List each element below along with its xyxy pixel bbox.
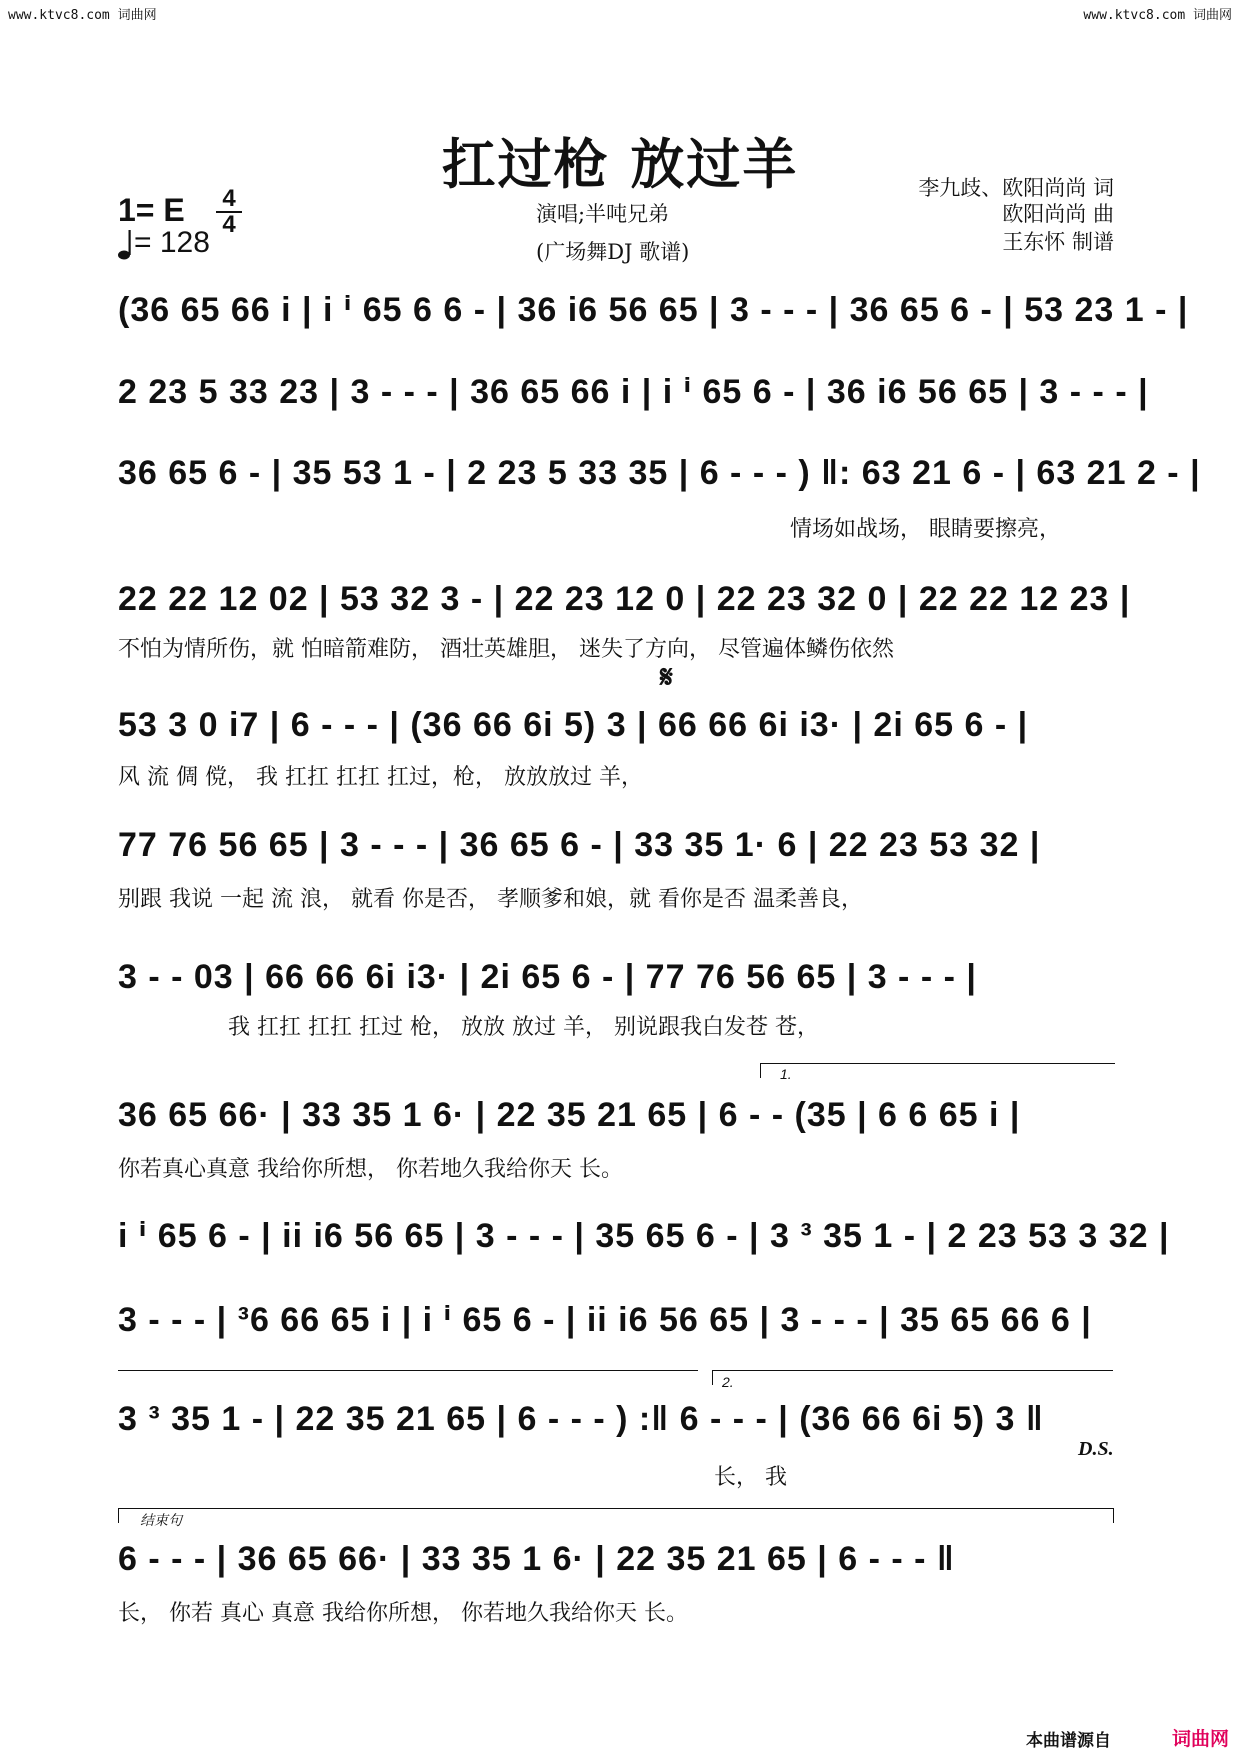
- volta-2-bracket: [712, 1370, 1113, 1385]
- segno-icon: 𝄋: [660, 660, 673, 695]
- score-row-9: i ⁱ 65 6 - | ii i6 56 65 | 3 - - - | 35 65 6 - | 3 ³ 35 1 - | 2 23 53 3 32 |: [118, 1217, 1170, 1255]
- tempo-marking: [118, 226, 210, 260]
- volta-1-bracket: [760, 1063, 1115, 1078]
- quarter-note-icon: [118, 228, 134, 260]
- score-row-12: 6 - - - | 36 65 66· | 33 35 1 6· | 22 35 21 65 | 6 - - - ‖: [118, 1540, 955, 1578]
- lyrics-row-5: 风 流 倜 傥， 我 扛扛 扛扛 扛过，枪， 放放放过 羊，: [118, 765, 643, 790]
- ds-marking: D.S.: [1078, 1438, 1114, 1460]
- lyrics-row-6: 别跟 我说 一起 流 浪， 就看 你是否， 孝顺爹和娘，就 看你是否 温柔善良，: [118, 887, 863, 912]
- arrangement-note: (广场舞DJ 歌谱): [536, 240, 690, 264]
- footer-logo: 词曲网: [1172, 1728, 1230, 1750]
- time-signature: [216, 185, 242, 238]
- ending-label: 结束句: [140, 1512, 182, 1528]
- score-row-6: 77 76 56 65 | 3 - - - | 36 65 6 - | 33 35 1· 6 | 22 23 53 32 |: [118, 826, 1041, 864]
- score-row-4: 22 22 12 02 | 53 32 3 - | 22 23 12 0 | 22 23 32 0 | 22 22 12 23 |: [118, 580, 1131, 618]
- ending-bracket: [118, 1508, 1114, 1523]
- footer-source: 本曲谱源自: [1026, 1731, 1111, 1751]
- lyricist-credit: 李九歧、欧阳尚尚 词: [918, 176, 1114, 200]
- time-signature-top: 4: [222, 185, 236, 212]
- arranger-credit: 王东怀 制谱: [1002, 230, 1114, 254]
- score-row-5: 53 3 0 i7 | 6 - - - | (36 66 6i 5) 3 | 66 66 6i i3· | 2i 65 6 - |: [118, 706, 1029, 744]
- site-watermark-left: www.ktvc8.com 词曲网: [8, 8, 157, 23]
- lyrics-row-3: 情场如战场， 眼睛要擦亮，: [790, 517, 1061, 542]
- score-row-10: 3 - - - | ³6 66 65 i | i ⁱ 65 6 - | ii i6 56 65 | 3 - - - | 35 65 66 6 |: [118, 1301, 1092, 1339]
- lyrics-row-11: 长， 我: [714, 1465, 787, 1490]
- composer-credit: 欧阳尚尚 曲: [1002, 202, 1114, 226]
- score-row-2: 2 23 5 33 23 | 3 - - - | 36 65 66 i | i ⁱ 65 6 - | 36 i6 56 65 | 3 - - - |: [118, 373, 1149, 411]
- volta-1-label: 1.: [780, 1066, 792, 1082]
- key-signature: 1= E: [118, 192, 185, 228]
- lyrics-row-4: 不怕为情所伤，就 怕暗箭难防， 酒壮英雄胆， 迷失了方向， 尽管遍体鳞伤依然: [118, 637, 894, 662]
- time-signature-bottom: 4: [222, 211, 236, 238]
- score-row-7: 3 - - 03 | 66 66 6i i3· | 2i 65 6 - | 77 76 56 65 | 3 - - - |: [118, 958, 977, 996]
- score-row-1: (36 65 66 i | i ⁱ 65 6 6 - | 36 i6 56 65 | 3 - - - | 36 65 6 - | 53 23 1 - |: [118, 291, 1189, 329]
- lyrics-row-8: 你若真心真意 我给你所想， 你若地久我给你天 长。: [118, 1157, 623, 1182]
- lyrics-row-7: 我 扛扛 扛扛 扛过 枪， 放放 放过 羊， 别说跟我白发苍 苍，: [228, 1015, 819, 1040]
- song-title: 扛过枪 放过羊: [441, 133, 799, 196]
- singer: 演唱;半吨兄弟: [536, 202, 670, 226]
- score-row-8: 36 65 66· | 33 35 1 6· | 22 35 21 65 | 6 - - (35 | 6 6 65 i |: [118, 1096, 1021, 1134]
- volta-2-label: 2.: [722, 1374, 734, 1390]
- score-row-11: 3 ³ 35 1 - | 22 35 21 65 | 6 - - - ) :‖ 6 - - - | (36 66 6i 5) 3 ‖: [118, 1400, 1044, 1438]
- site-watermark-right: www.ktvc8.com 词曲网: [1083, 8, 1232, 23]
- score-row-3: 36 65 6 - | 35 53 1 - | 2 23 5 33 35 | 6 - - - ) ‖: 63 21 6 - | 63 21 2 - |: [118, 454, 1201, 492]
- lyrics-row-12: 长， 你若 真心 真意 我给你所想， 你若地久我给你天 长。: [118, 1601, 688, 1626]
- volta-1-continuation-line: [118, 1370, 698, 1371]
- tempo-value: = 128: [134, 226, 210, 259]
